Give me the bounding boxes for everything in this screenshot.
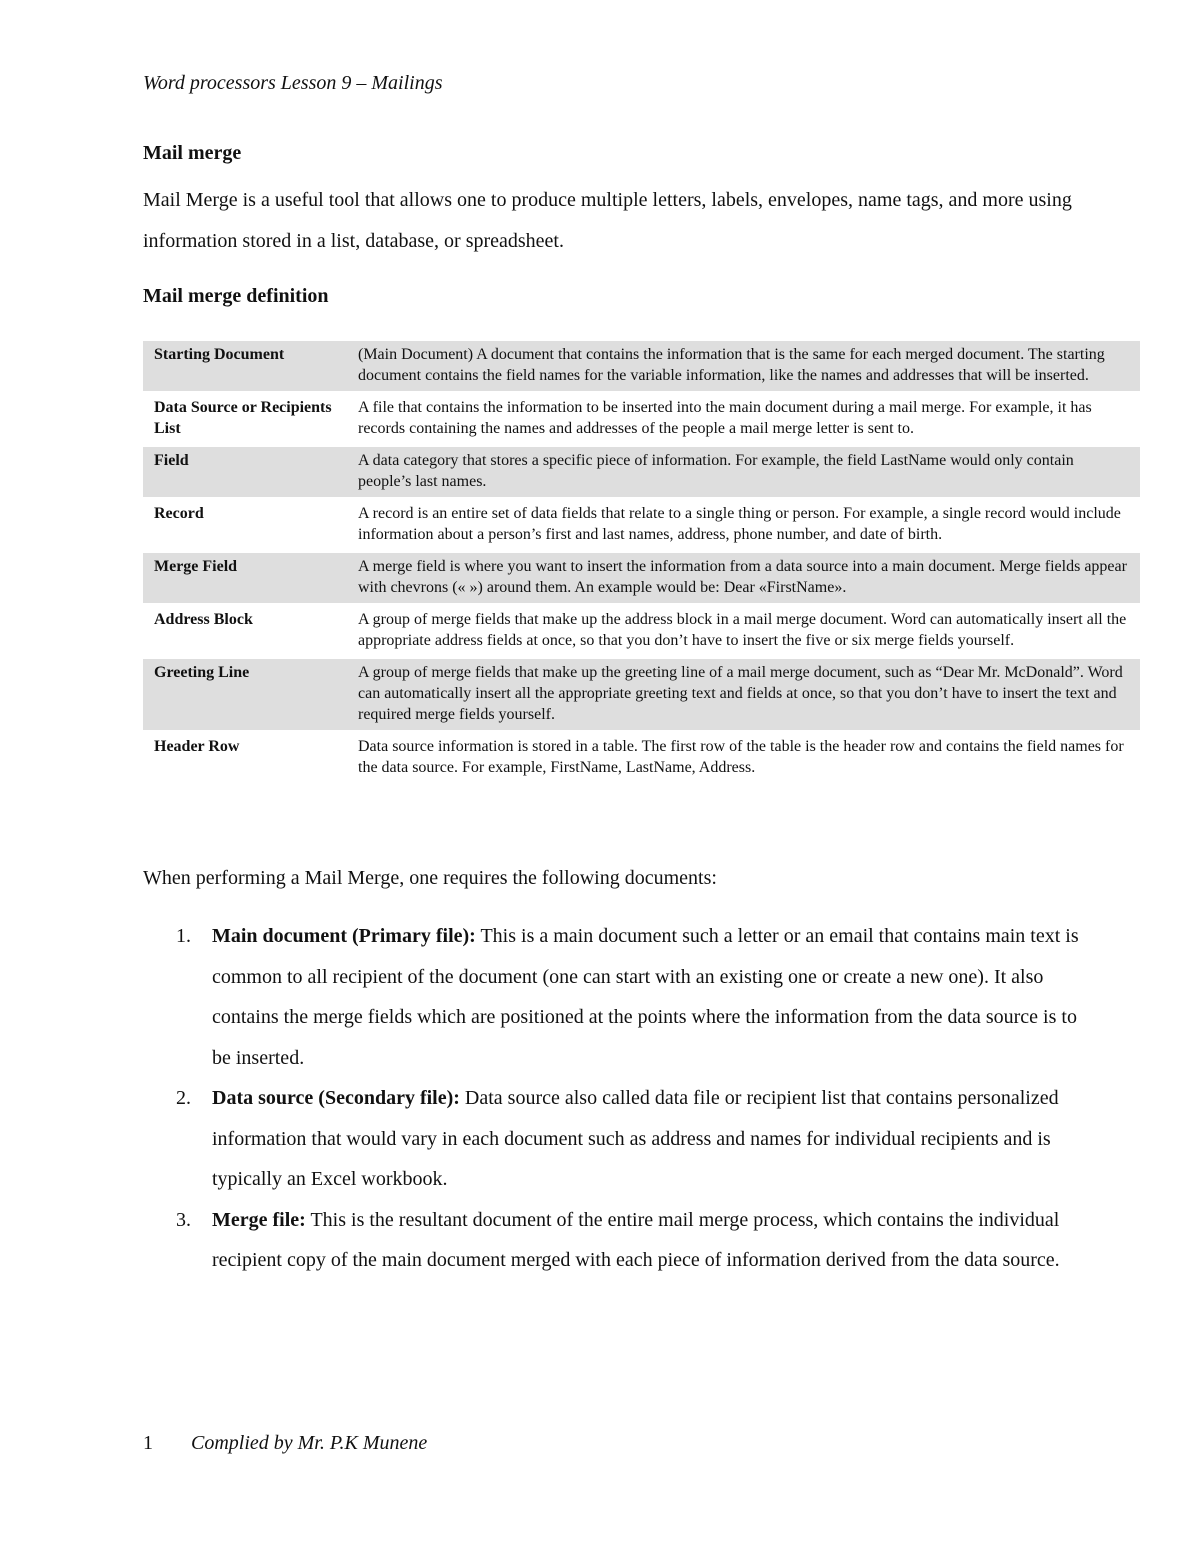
- definition-term: Data Source or Recipients List: [154, 399, 332, 437]
- list-item-text: Data source also called data file or recipient list that contains personalized information that would vary in each document such as address and names for individual recipients and is typically an Excel workbook.: [212, 1087, 1059, 1190]
- definition-row: [143, 733, 1140, 783]
- definition-term: Header Row: [154, 738, 240, 755]
- definition-term: Merge Field: [143, 553, 347, 603]
- page-footer: [143, 1432, 427, 1455]
- definition-term: Record: [154, 505, 204, 522]
- section-heading-mail-merge: Mail merge: [143, 142, 242, 164]
- definition-text: Data source information is stored in a table. The first row of the table is the header row and contains the field names for the data source. For example, FirstName, LastName, Address.: [358, 738, 1124, 776]
- list-item-label: Data source (Secondary file):: [212, 1087, 460, 1109]
- definition-term: Field: [143, 447, 347, 497]
- definition-row: [143, 447, 1140, 497]
- definition-term: Address Block: [154, 611, 253, 628]
- list-item: [143, 916, 1083, 1078]
- definition-text: (Main Document) A document that contains the information that is the same for each merged document. The starting document contains the field names for the variable information, like the names and addresses that will be inserted.: [347, 341, 1140, 391]
- list-item: [143, 1078, 1083, 1200]
- list-item-label: Main document (Primary file):: [212, 925, 476, 947]
- definition-row: [143, 341, 1140, 391]
- requirements-intro: When performing a Mail Merge, one requires the following documents:: [143, 867, 717, 889]
- page-number: 1: [143, 1432, 153, 1454]
- list-item: [143, 1200, 1083, 1281]
- definition-term: Starting Document: [143, 341, 347, 391]
- definition-row: [143, 500, 1140, 550]
- definition-term: Greeting Line: [143, 659, 347, 730]
- document-header-title: Word processors Lesson 9 – Mailings: [143, 72, 443, 94]
- definition-row: [143, 659, 1140, 730]
- definition-text: A data category that stores a specific piece of information. For example, the field LastName would only contain people’s last names.: [347, 447, 1140, 497]
- requirements-list: [143, 916, 1083, 1281]
- footer-credit: Complied by Mr. P.K Munene: [191, 1432, 428, 1454]
- definition-text: A merge field is where you want to insert the information from a data source into a main document. Merge fields appear with chevrons (« ») around them. An example would be: Dear «FirstName».: [347, 553, 1140, 603]
- list-item-number: 2.: [176, 1087, 191, 1109]
- definitions-table: [143, 338, 1140, 786]
- definition-text: A group of merge fields that make up the address block in a mail merge document. Word can automatically insert all the appropriate address fields at once, so that you don’t have to insert the five or six merge fields yourself.: [358, 611, 1127, 649]
- list-item-text: This is the resultant document of the entire mail merge process, which contains the individual recipient copy of the main document merged with each piece of information derived from the data source.: [212, 1208, 1060, 1271]
- definition-text: A group of merge fields that make up the greeting line of a mail merge document, such as “Dear Mr. McDonald”. Word can automatically insert all the appropriate greeting text and fields at once, so that you don’t have to insert the text and required merge fields yourself.: [347, 659, 1140, 730]
- definition-row: [143, 606, 1140, 656]
- list-item-number: 3.: [176, 1208, 191, 1231]
- intro-paragraph: Mail Merge is a useful tool that allows one to produce multiple letters, labels, envelopes, name tags, and more using information stored in a list, database, or spreadsheet.: [143, 189, 1072, 252]
- list-item-number: 1.: [176, 925, 191, 947]
- section-heading-definitions: Mail merge definition: [143, 285, 329, 307]
- definition-text: A record is an entire set of data fields that relate to a single thing or person. For example, a single record would include information about a person’s first and last names, address, phone number, and date of birth.: [358, 505, 1121, 543]
- definition-row: [143, 553, 1140, 603]
- definition-text: A file that contains the information to be inserted into the main document during a mail merge. For example, it has records containing the names and addresses of the people a mail merge letter is sent to.: [358, 399, 1092, 437]
- list-item-text: This is a main document such a letter or an email that contains main text is common to all recipient of the document (one can start with an existing one or create a new one). It also contains the merge fields which are positioned at the points where the information from the data source is to be inserted.: [212, 925, 1079, 1069]
- list-item-label: Merge file:: [212, 1208, 306, 1231]
- definition-row: [143, 394, 1140, 444]
